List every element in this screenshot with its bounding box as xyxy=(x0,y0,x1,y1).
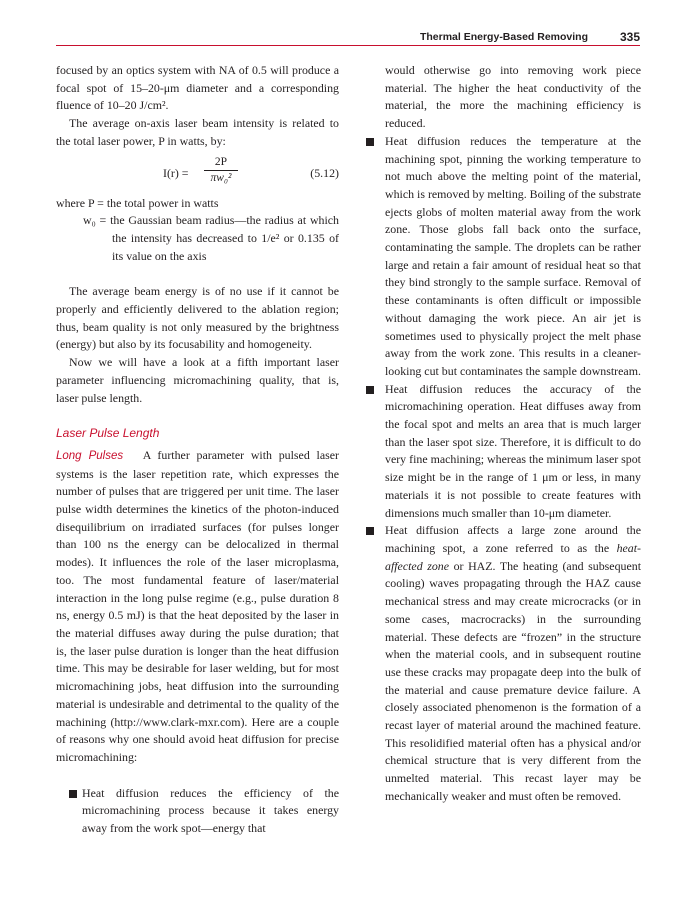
equation-numerator: 2P xyxy=(204,155,238,171)
list-item xyxy=(56,785,339,838)
list-item-text: would otherwise go into removing work piece material. The higher the heat conductivity of the material, the more the machining efficiency is reduced. xyxy=(385,63,641,131)
paragraph-text: A further parameter with pulsed laser systems is the laser repetition rate, which expresses the number of pulses that are triggered per unit time. The laser pulse width determines the kinetics of the photon-induced disequilibrium on irradiated surfaces (for pulses longer than 100 ns the energy can be delocalized in thermal modes). It influences the role of the laser microplasma, too. The most fundamental feature of laser/material interaction in the long pulse regime (e.g., pulse duration 8 ns, energy 0.5 mJ) is that the heat deposited by the laser in the material diffuses away during the pulse duration; that is, the laser pulse duration is longer than the heat diffusion time. This may be desirable for laser welding, but for most micromachining jobs, heat diffusion into the surrounding material is undesirable and detrimental to the quality of the machining (http://www.clark-mxr.com). Here are a couple of reasons why one should avoid heat diffusion for precise micromachining: xyxy=(56,447,339,764)
equation-fraction xyxy=(204,155,238,186)
where-definition: where P = the total power in watts xyxy=(56,195,219,210)
bullet-square-icon xyxy=(366,386,374,394)
equation-5-12 xyxy=(56,155,339,193)
list-item-continued xyxy=(363,62,641,133)
list-item xyxy=(363,381,641,523)
list-item xyxy=(363,522,641,805)
spacer xyxy=(56,407,339,425)
run-in-heading: Long Pulses xyxy=(56,449,124,462)
list-item-text: Heat diffusion affects a large zone around the machining spot, a zone referred to as the xyxy=(385,523,641,555)
page-number: 335 xyxy=(619,30,640,44)
header-rule xyxy=(56,45,640,46)
bullet-list xyxy=(56,785,339,838)
bullet-square-icon xyxy=(366,527,374,535)
where-definition: w₀ = the Gaussian beam radius—the radius at which the intensity has decreased to 1/e² or 0.135 of its value on the axis xyxy=(83,213,339,263)
right-column xyxy=(363,62,641,806)
paragraph xyxy=(56,447,339,767)
running-title: Thermal Energy-Based Removing xyxy=(419,31,588,43)
bullet-square-icon xyxy=(366,138,374,146)
list-item-text: Heat diffusion reduces the temperature at the machining spot, pinning the working temperature to not much above the melting point of the material, which is removed by melting. Boiling of the substrate ejects globs of molten material away from the work zone. Those globs fall back onto the surface, contaminating the sample. The droplets can be rather large and retain a fair amount of residual heat so that they bind strongly to the sample surface. Removal of these contaminants is often difficult or impossible without damaging the work piece. An air jet is sometimes used to physically project the melt phase away from the work zone. This results in a cleaner-looking cut but contaminates the sample downstream. xyxy=(385,133,641,378)
paragraph: The average beam energy is of no use if it cannot be properly and efficiently delivered to the ablation region; thus, beam quality is not only measured by the brightness (energy) but also by its focusability and homogeneity. xyxy=(56,284,339,352)
emphasis-term: heat-affected zone xyxy=(385,540,641,573)
bullet-list xyxy=(363,62,641,806)
paragraph: focused by an optics system with NA of 0.5 will produce a focal spot of 15–20-μm diameter and a corresponding fluence of 10–20 J/cm². xyxy=(56,63,339,113)
section-heading: Laser Pulse Length xyxy=(56,426,160,441)
equation-denominator: πw₀² xyxy=(210,171,232,184)
running-header xyxy=(56,30,640,46)
list-item xyxy=(363,133,641,381)
spacer xyxy=(56,767,339,785)
equation-lhs: I(r) = xyxy=(163,165,189,180)
list-item-text: Heat diffusion reduces the efficiency of the micromachining process because it takes energy away from the work spot—energy that xyxy=(82,785,339,836)
equation-number: (5.12) xyxy=(310,165,339,180)
list-item-text: or HAZ. The heating (and subsequent cooling) waves propagating through the HAZ cause mechanical stress and may create microcracks (or in some cases, macrocracks) in the surrounding material. These defects are “frozen” in the structure when the material cools, and in subsequent routine use these cracks may propagate deep into the bulk of the material and cause premature device failure. A closely associated phenomenon is the formation of a recast layer of material around the machined feature. This resolidified material often has a physical and/or chemical structure that is very different from the unmelted material. This recast layer may be mechanically weaker and must often be removed. xyxy=(385,558,642,803)
bullet-square-icon xyxy=(69,790,77,798)
spacer xyxy=(56,265,339,283)
paragraph: The average on-axis laser beam intensity is related to the total laser power, P in watts, by: xyxy=(56,116,339,148)
paragraph: Now we will have a look at a fifth important laser parameter influencing micromachining quality, that is, laser pulse length. xyxy=(56,355,339,405)
left-column xyxy=(56,62,339,838)
list-item-text: Heat diffusion reduces the accuracy of the micromachining operation. Heat diffuses away from the focal spot and melts an area that is much larger than the laser spot size. Therefore, it is difficult to do very fine machining; whereas the minimum laser spot size might be in the range of 1 μm or less, in many materials it is not possible to create features with dimensions much smaller than 10-μm diameter. xyxy=(385,381,641,520)
